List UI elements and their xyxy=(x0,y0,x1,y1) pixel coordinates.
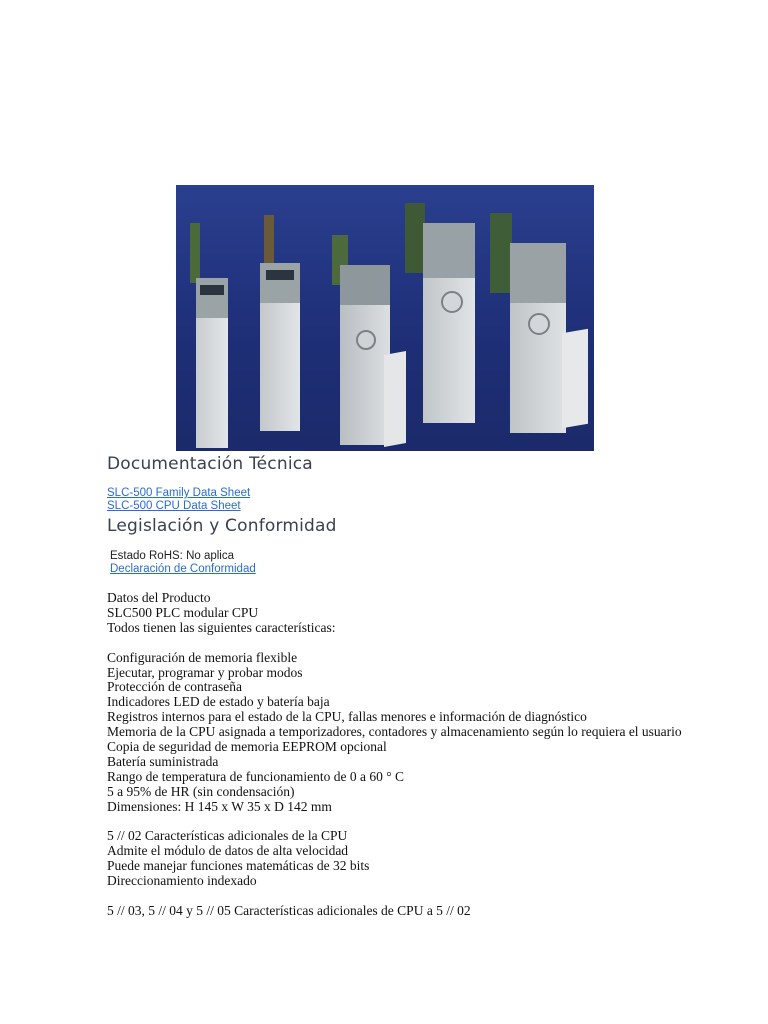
body-line: SLC500 PLC modular CPU xyxy=(107,604,259,620)
plc-module-4 xyxy=(401,203,481,423)
plc-module-5 xyxy=(488,213,588,438)
body-line: Rango de temperatura de funcionamiento de 0 a 60 ° C xyxy=(107,768,405,784)
body-line: Configuración de memoria flexible xyxy=(107,649,298,665)
conformity-declaration-link[interactable]: Declaración de Conformidad xyxy=(110,563,256,575)
rohs-status: Estado RoHS: No aplica xyxy=(110,550,235,562)
body-line: Batería suministrada xyxy=(107,753,219,769)
body-line: Puede manejar funciones matemáticas de 32 bits xyxy=(107,858,370,874)
body-line: Memoria de la CPU asignada a temporizadores, contadores y almacenamiento según lo requiera el usuario xyxy=(107,724,682,740)
family-datasheet-link[interactable]: SLC-500 Family Data Sheet xyxy=(107,487,251,499)
body-line: Registros internos para el estado de la CPU, fallas menores e información de diagnóstico xyxy=(107,709,587,725)
body-line: 5 // 03, 5 // 04 y 5 // 05 Características adicionales de CPU a 5 // 02 xyxy=(107,902,471,918)
body-line: Datos del Producto xyxy=(107,590,211,605)
cpu-datasheet-link[interactable]: SLC-500 CPU Data Sheet xyxy=(107,500,241,512)
plc-module-1 xyxy=(188,223,228,423)
section-title-documentation: Documentación Técnica xyxy=(107,454,313,474)
body-line: Todos tienen las siguientes características: xyxy=(107,619,336,635)
body-line: Dimensiones: H 145 x W 35 x D 142 mm xyxy=(107,798,332,814)
section-title-legislation: Legislación y Conformidad xyxy=(107,516,337,536)
body-line: Direccionamiento indexado xyxy=(107,873,257,889)
body-line: 5 a 95% de HR (sin condensación) xyxy=(107,783,295,799)
body-line: Copia de seguridad de memoria EEPROM opcional xyxy=(107,739,387,754)
body-line: Indicadores LED de estado y batería baja xyxy=(107,694,330,710)
body-line: 5 // 02 Características adicionales de la CPU xyxy=(107,828,348,844)
plc-modules-photo xyxy=(176,185,594,451)
plc-module-2 xyxy=(258,215,302,425)
body-line: Protección de contraseña xyxy=(107,679,242,695)
plc-module-3 xyxy=(326,235,406,450)
body-line: Ejecutar, programar y probar modos xyxy=(107,664,303,680)
body-line: Admite el módulo de datos de alta velocidad xyxy=(107,843,349,859)
